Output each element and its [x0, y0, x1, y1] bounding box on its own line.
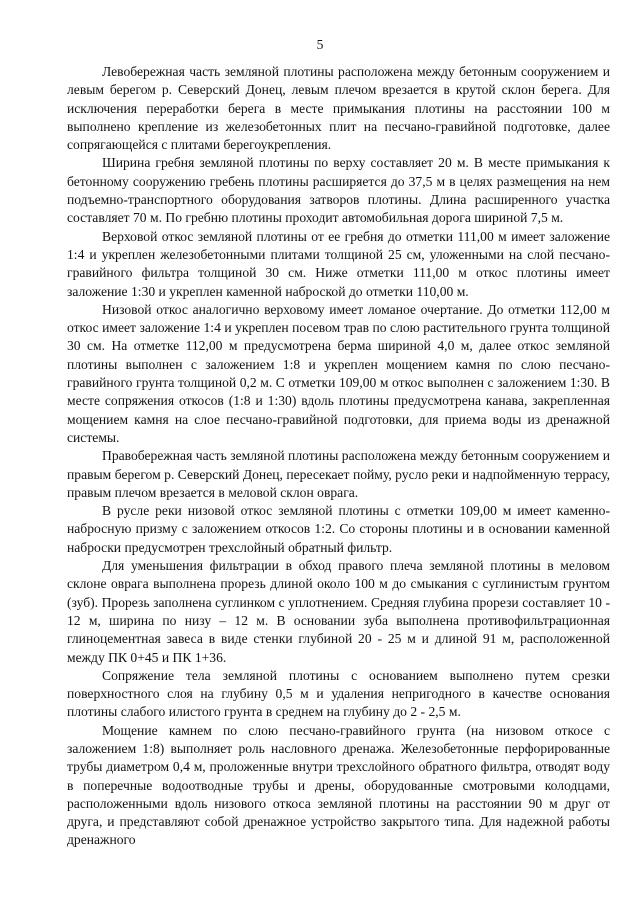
- paragraph-crest-width: Ширина гребня земляной плотины по верху составляет 20 м. В месте примыкания к бетонному сооружению гребень плотины расширяется до 37,5 м в целях размещения на нем подъемно-транспортного оборудования затворов плотины. Длина расширенного участка составляет 70 м. По гребню плотины проходит автомобильная дорога шириной 7,5 м.: [67, 155, 610, 226]
- paragraph-filtration-cutoff: Для уменьшения фильтрации в обход правого плеча земляной плотины в меловом склоне оврага выполнена прорезь длиной около 100 м до смыкания с суглинистым грунтом (зуб). Прорезь заполнена суглинком с уплотнением. Средняя глубина прорези составляет 10 - 12 м, ширина по низу – 12 м. В основании зуба выполнена противофильтрационная глиноцементная завеса в виде стенки глубиной 20 - 25 м и длиной 91 м, расположенной между ПК 0+45 и ПК 1+36.: [67, 558, 610, 665]
- page-number: 5: [316, 37, 324, 52]
- paragraph-drainage: Мощение камнем по слою песчано-гравийного грунта (на низовом откосе с заложением 1:8) выполняет роль насловного дренажа. Железобетонные перфорированные трубы диаметром 0,4 м, проложенные внутри трехслойного обратного фильтра, отводят воду в поперечные водоотводные трубы и дрены, оборудованные смотровыми колодцами, расположенными вдоль низового откоса земляной плотины на расстоянии 90 м друг от друга, и представляют собой дренажное устройство закрытого типа. Для надежной работы дренажного: [67, 722, 610, 848]
- paragraph-right-bank: Правобережная часть земляной плотины расположена между бетонным сооружением и правым берегом р. Северский Донец, пересекает пойму, русло реки и надпойменную террасу, правым плечом врезается в меловой склон оврага.: [67, 448, 610, 500]
- paragraph-foundation: Сопряжение тела земляной плотины с основанием выполнено путем срезки поверхностного слоя на глубину 0,5 м и удаления непригодного в качестве основания плотины слабого илистого грунта в среднем на глубину до 2 - 2,5 м.: [67, 667, 610, 720]
- document-body: [67, 63, 610, 850]
- paragraph-upstream-slope: Верховой откос земляной плотины от ее гребня до отметки 111,00 м имеет заложение 1:4 и укреплен железобетонными плитами толщиной 25 см, уложенными на слой песчано-гравийного фильтра толщиной 30 см. Ниже отметки 111,00 м откос плотины имеет заложение 1:30 и укреплен каменной наброской до отметки 110,00 м.: [67, 228, 610, 299]
- paragraph-riverbed-prism: В русле реки низовой откос земляной плотины с отметки 109,00 м имеет каменно-набросную призму с заложением откосов 1:2. Со стороны плотины и в основании каменной наброски предусмотрен трехслойный обратный фильтр.: [67, 503, 610, 555]
- paragraph-left-bank: Левобережная часть земляной плотины расположена между бетонным сооружением и левым берегом р. Северский Донец, левым плечом врезается в крутой склон берега. Для исключения переработки берега в месте примыкания плотины на расстоянии 100 м выполнено крепление из железобетонных плит на песчано-гравийной подготовке, далее сопрягающейся с плитами берегоукрепления.: [67, 64, 610, 153]
- paragraph-downstream-slope: Низовой откос аналогично верховому имеет ломаное очертание. До отметки 112,00 м откос имеет заложение 1:4 и укреплен посевом трав по слою растительного грунта толщиной 30 см. На отметке 112,00 м предусмотрена берма шириной 4,0 м, далее откос земляной плотины выполнен с заложением 1:8 и укреплен мощением камня по слою песчано-гравийного грунта толщиной 0,2 м. С отметки 109,00 м откос выполнен с заложением 1:30. В месте сопряжения откосов (1:8 и 1:30) вдоль плотины предусмотрена канава, закрепленная мощением камня на слое песчано-гравийной подготовки, для приема воды из дренажной системы.: [67, 301, 610, 445]
